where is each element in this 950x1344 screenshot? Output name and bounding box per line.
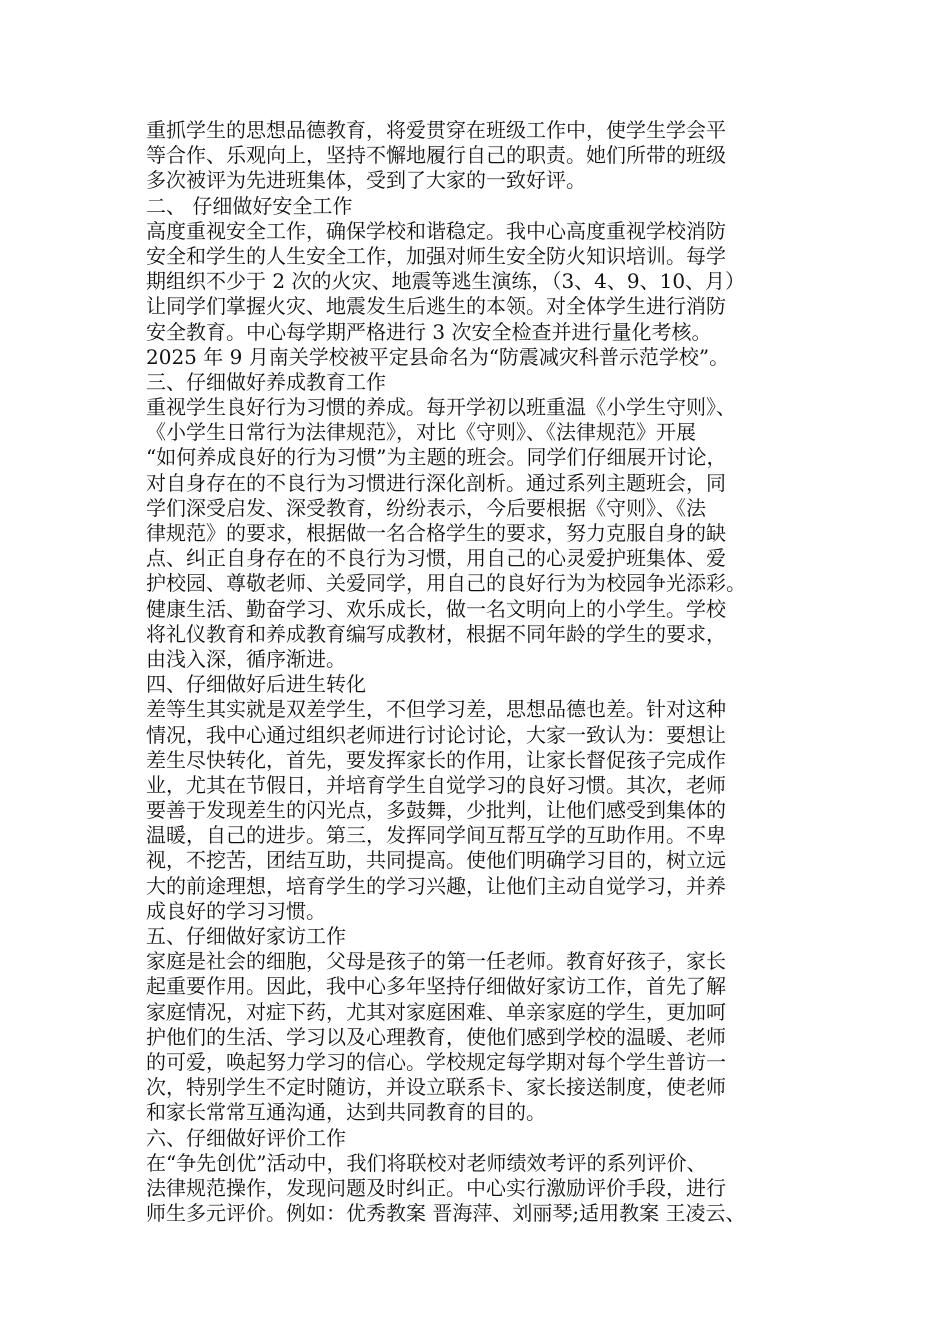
- text-line: 等合作、乐观向上，坚持不懈地履行自己的职责。她们所带的班级: [146, 143, 726, 168]
- text-line: 学们深受启发、深受教育，纷纷表示，今后要根据《守则》、《法: [146, 495, 706, 520]
- text-line: 家庭是社会的细胞，父母是孩子的第一任老师。教育好孩子，家长: [146, 949, 726, 974]
- text-line: 和家长常常互通沟通，达到共同教育的目的。: [146, 1100, 546, 1125]
- text-line: 家庭情况，对症下药，尤其对家庭困难、单亲家庭的学生，更加呵: [146, 999, 726, 1024]
- text-line: 要善于发现差生的闪光点，多鼓舞，少批判，让他们感受到集体的: [146, 798, 726, 823]
- text-line: 情况，我中心通过组织老师进行讨论讨论，大家一致认为：要想让: [146, 722, 726, 747]
- text-line: 健康生活、勤奋学习、欢乐成长，做一名文明向上的小学生。学校: [146, 596, 726, 621]
- text-line: 的可爱，唤起努力学习的信心。学校规定每学期对每个学生普访一: [146, 1049, 726, 1074]
- text-line: 差等生其实就是双差学生，不但学习差，思想品德也差。针对这种: [146, 697, 726, 722]
- text-line: 《小学生日常行为法律规范》，对比《守则》、《法律规范》开展: [146, 420, 696, 445]
- text-line: 律规范》的要求，根据做一名合格学生的要求，努力克服自身的缺: [146, 521, 726, 545]
- text-line: 法律规范操作，发现问题及时纠正。中心实行激励评价手段，进行: [146, 1175, 726, 1200]
- text-line: 安全和学生的人生安全工作，加强对师生安全防火知识培训。每学: [146, 243, 726, 268]
- text-line: 2025 年 9 月南关学校被平定县命名为“防震减灾科普示范学校”。: [146, 344, 730, 369]
- text-line: 重抓学生的思想品德教育，将爱贯穿在班级工作中，使学生学会平: [146, 118, 726, 142]
- text-line: 将礼仪教育和养成教育编写成教材，根据不同年龄的学生的要求，: [146, 621, 726, 646]
- text-line: 对自身存在的不良行为习惯进行深化剖析。通过系列主题班会，同: [146, 470, 726, 495]
- text-line: 安全教育。中心每学期严格进行 3 次安全检查并进行量化考核。: [146, 319, 712, 344]
- text-line: 护校园、尊敬老师、关爱同学，用自己的良好行为为校园争光添彩。: [146, 571, 746, 596]
- text-line: 高度重视安全工作，确保学校和谐稳定。我中心高度重视学校消防: [146, 218, 726, 243]
- text-line: 让同学们掌握火灾、地震发生后逃生的本领。对全体学生进行消防: [146, 294, 726, 319]
- text-line: 大的前途理想，培育学生的学习兴趣，让他们主动自觉学习，并养: [146, 873, 726, 898]
- text-line: 差生尽快转化，首先，要发挥家长的作用，让家长督促孩子完成作: [146, 747, 726, 772]
- text-line: 二、 仔细做好安全工作: [146, 193, 353, 218]
- text-line: 护他们的生活、学习以及心理教育，使他们感到学校的温暖、老师: [146, 1024, 726, 1049]
- text-line: “如何养成良好的行为习惯”为主题的班会。同学们仔细展开讨论，: [146, 445, 727, 470]
- text-line: 点、纠正自身存在的不良行为习惯，用自己的心灵爱护班集体、爱: [146, 546, 726, 571]
- text-line: 业，尤其在节假日，并培育学生自觉学习的良好习惯。其次，老师: [146, 772, 726, 797]
- text-line: 五、仔细做好家访工作: [146, 924, 346, 948]
- text-line: 重视学生良好行为习惯的养成。每开学初以班重温《小学生守则》、: [146, 395, 736, 420]
- text-line: 三、仔细做好养成教育工作: [146, 369, 386, 394]
- text-line: 在“争先创优”活动中，我们将联校对老师绩效考评的系列评价、: [146, 1150, 707, 1175]
- text-line: 次，特别学生不定时随访，并设立联系卡、家长接送制度，使老师: [146, 1075, 726, 1100]
- text-line: 温暖，自己的进步。第三，发挥同学间互帮互学的互助作用。不卑: [146, 823, 726, 848]
- text-line: 多次被评为先进班集体，受到了大家的一致好评。: [146, 168, 586, 193]
- text-line: 视，不挖苦，团结互助，共同提高。使他们明确学习目的，树立远: [146, 848, 726, 873]
- text-line: 起重要作用。因此，我中心多年坚持仔细做好家访工作，首先了解: [146, 974, 726, 999]
- text-line: 师生多元评价。例如：优秀教案 晋海萍、刘丽琴;适用教案 王凌云、: [146, 1201, 746, 1226]
- text-line: 四、仔细做好后进生转化: [146, 672, 366, 697]
- text-line: 期组织不少于 2 次的火灾、地震等逃生演练，（3、4、9、10、月）: [146, 269, 746, 294]
- text-line: 由浅入深，循序渐进。: [146, 646, 346, 671]
- text-line: 成良好的学习习惯。: [146, 898, 326, 923]
- text-line: 六、仔细做好评价工作: [146, 1125, 346, 1150]
- document-body: [146, 118, 826, 1226]
